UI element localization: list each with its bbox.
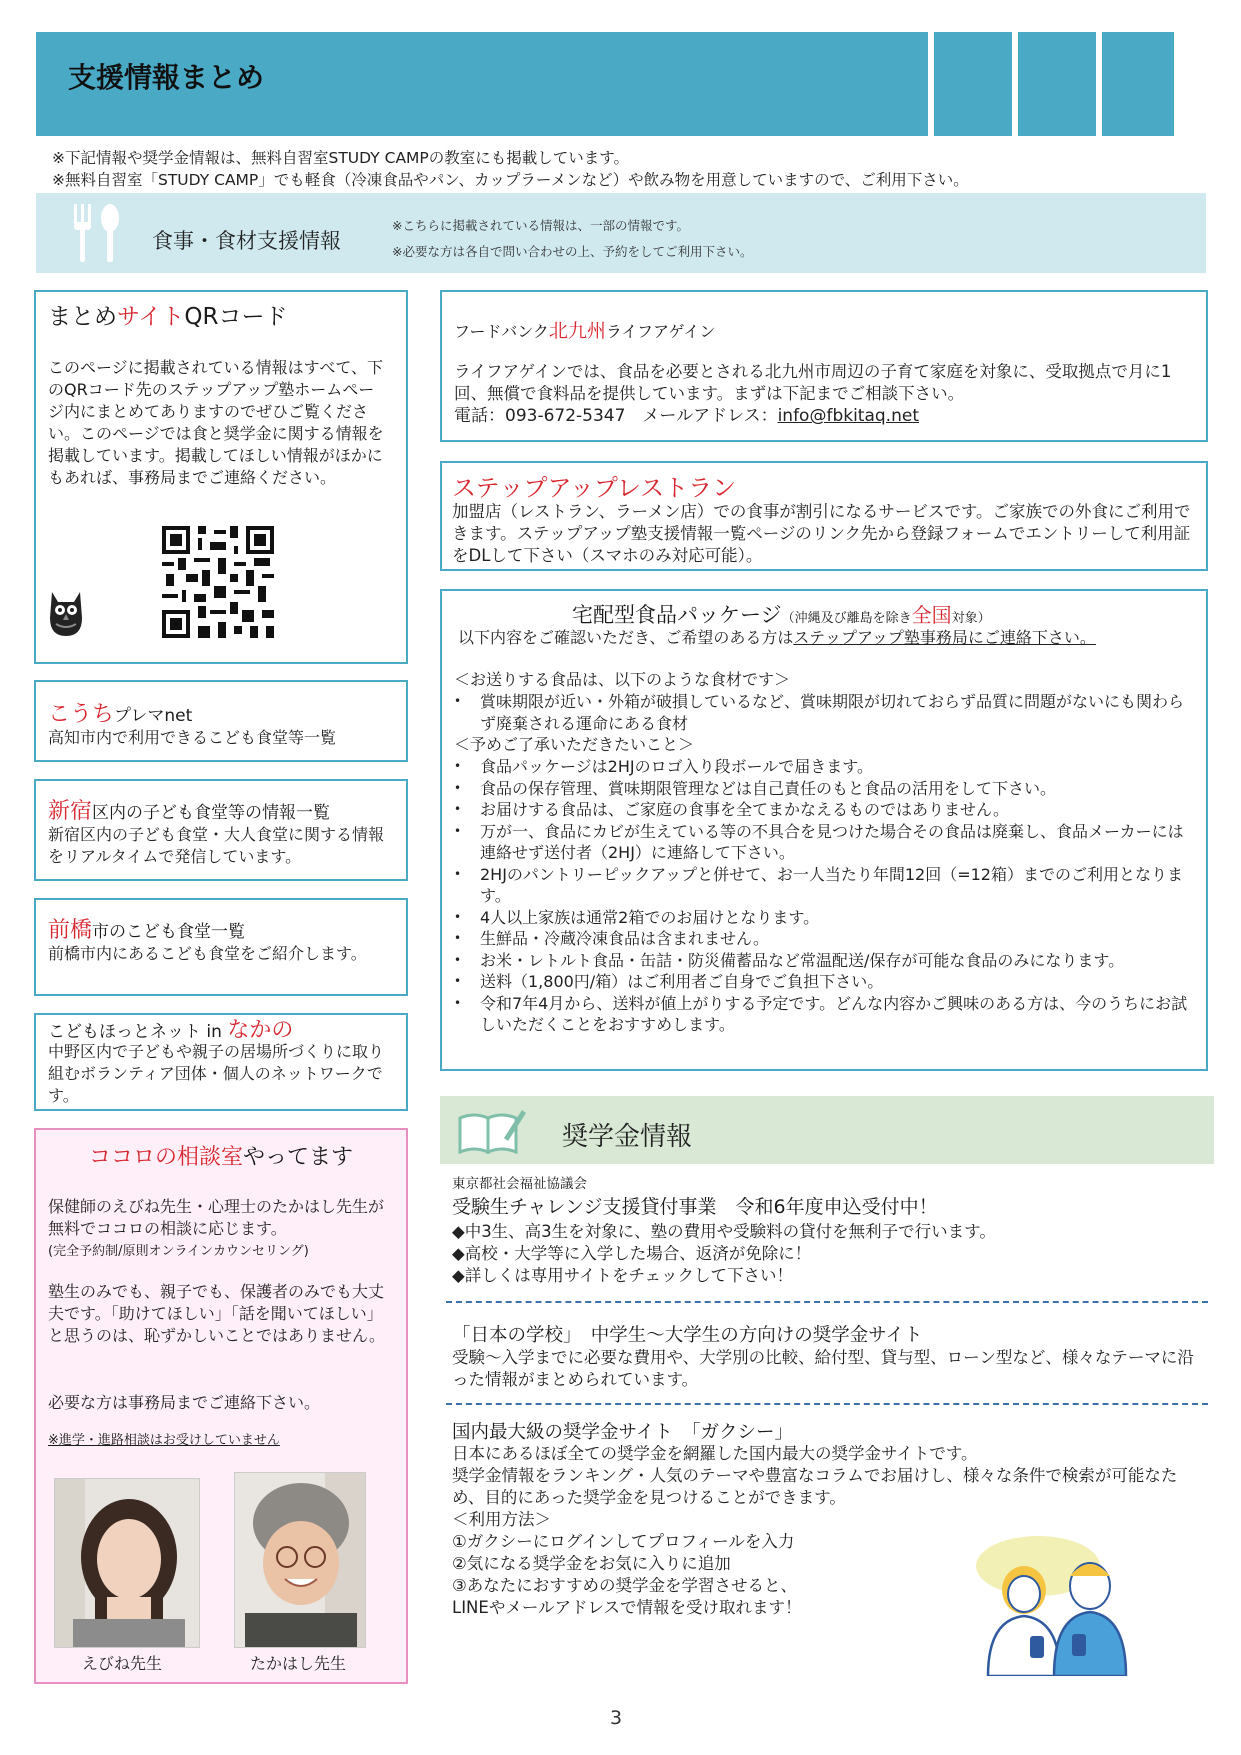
package-scope-highlight: 全国 [911,603,952,627]
foodbank-title-part: フードバンク [454,322,549,341]
teacher-takahashi-name: たかはし先生 [250,1654,347,1673]
qr-title-part: まとめ [48,304,117,330]
maebashi-title-highlight: 前橋 [48,918,93,943]
list-item: • お届けする食品は、ご家庭の食事を全てまかなえるものではありません。 [452,799,1192,821]
header-deco-block [1102,32,1174,136]
open-book-pen-icon [454,1104,528,1158]
scholarship3-howto-heading: ＜利用方法＞ [452,1510,551,1529]
scholarship-point: ◆中3生、高3生を対象に、塾の費用や受験料の貸付を無利子で行います。 [452,1222,996,1241]
scholarship1-title: 受験生チャレンジ支援貸付事業 令和6年度申込受付中！ [452,1196,938,1218]
nakano-description: 中野区内で子どもや親子の居場所づくりに取り組むボランティア団体・個人のネットワークです。 [48,1042,385,1105]
maebashi-title [48,913,245,944]
shinjuku-title [48,794,330,825]
list-item: • 賞味期限が近い・外箱が破損しているなど、賞味期限が切れておらず品質に問題がないにも関わらず廃棄される運命にある食材 [452,691,1192,734]
shinjuku-description: 新宿区内の子ども食堂・大人食堂に関する情報をリアルタイムで発信しています。 [48,825,385,866]
list-item: • 送料（1,800円/箱）はご利用者ご自身でご負担下さい。 [452,971,1192,993]
qr-code-image[interactable] [162,526,274,638]
usage-step: LINEやメールアドレスで情報を受け取れます！ [452,1598,802,1617]
scholarship-banner [440,1096,1214,1164]
note-line: ※無料自習室「STUDY CAMP」でも軽食（冷凍食品やパン、カップラーメンなど）や飲み物を用意していますので、ご利用下さい。 [52,171,969,189]
counseling-disclaimer: ※進学・進路相談はお受けしていません [48,1433,280,1448]
package-intro-part: 以下内容をご確認いただき、ご希望のある方は [458,628,794,647]
section-divider [446,1403,1208,1405]
page-number: 3 [610,1707,623,1729]
counseling-intro: 保健師のえびね先生・心理士のたかはし先生が無料でココロの相談に応じます。 [48,1197,385,1238]
list-item: • お米・レトルト食品・缶詰・防災備蓄品など常温配送/保存が可能な食品のみになります。 [452,950,1192,972]
list-item: • 万が一、食品にカビが生えている等の不具合を見つけた場合その食品は廃棄し、食品メーカーには連絡せず送付者（2HJ）に連絡して下さい。 [452,821,1192,864]
nakano-title [48,1013,293,1044]
qr-box-title [48,298,287,331]
package-scope-part: 対象） [951,611,991,626]
stepup-restaurant-description: 加盟店（レストラン、ラーメン店）での食事が割引になるサービスです。ご家族での外食にご利用できます。ステップアップ塾支援情報一覧ページのリンク先から登録フォームでエントリーして利用証をDLして下さい（スマホのみ対応可能）。 [452,502,1191,565]
scholarship1-org: 東京都社会福祉協議会 [452,1176,587,1192]
teacher-ebine-name: えびね先生 [82,1654,163,1673]
maebashi-title-part: 市のこども食堂一覧 [92,922,246,942]
list-item: • 2HJのパントリーピックアップと併せて、お一人当たり年間12回（=12箱）までのご利用となります。 [452,864,1192,907]
foodbank-title [454,316,715,343]
package-conditions-list [452,756,1192,1036]
teacher-takahashi-photo [234,1472,366,1648]
usage-step: ③あなたにおすすめの奨学金を学習させると、 [452,1576,797,1595]
foodbank-phone: 電話：093-672-5347 メールアドレス： [454,406,778,426]
delivery-package-title: 宅配型食品パッケージ [572,603,782,627]
foodbank-description: ライフアゲインでは、食品を必要とされる北九州市周辺の子育て家庭を対象に、受取拠点で月に1回、無償で食料品を提供しています。まずは下記までご相談下さい。 [454,362,1172,403]
maebashi-description: 前橋市内にあるこども食堂をご紹介します。 [48,944,367,963]
package-section-heading: ＜予めご了承いただきたいこと＞ [454,735,695,754]
foodbank-title-part: ライフアゲイン [605,322,716,341]
scholarship3-description: 日本にあるほぼ全ての奨学金を網羅した国内最大の奨学金サイトです。 [452,1444,978,1463]
students-with-phones-illustration [974,1536,1130,1676]
counseling-body: 塾生のみでも、親子でも、保護者のみでも大丈夫です。「助けてほしい」「話を聞いてほしい」と思うのは、恥ずかしいことではありません。 [48,1282,385,1345]
scholarship-title: 奨学金情報 [562,1122,693,1152]
counseling-note: (完全予約制/原則オンラインカウンセリング) [48,1244,309,1259]
banner-note: ※必要な方は各自で問い合わせの上、予約をしてご利用下さい。 [392,244,753,259]
owl-icon [38,584,94,640]
foodbank-email-link[interactable]: info@fbkitaq.net [777,406,919,426]
foodbank-title-highlight: 北九州 [548,320,606,342]
teacher-ebine-photo [54,1478,200,1648]
scholarship3-title: 国内最大級の奨学金サイト 「ガクシー」 [452,1422,793,1443]
list-item: • 生鮮品・冷蔵冷凍食品は含まれません。 [452,928,1192,950]
section-divider [446,1301,1208,1303]
list-item: • 4人以上家族は通常2箱でのお届けとなります。 [452,907,1192,929]
scholarship3-steps [452,1531,892,1619]
scholarship2-title: 「日本の学校」 中学生～大学生の方向けの奨学金サイト [452,1325,923,1346]
list-item: • 令和7年4月から、送料が値上がりする予定です。どんな内容かご興味のある方は、今のうちにお試しいただくことをおすすめします。 [452,993,1192,1036]
counseling-title-highlight: ココロの相談室 [88,1145,243,1170]
list-item: • 食品パッケージは2HJのロゴ入り段ボールで届きます。 [452,756,1192,778]
fork-spoon-icon [70,202,126,264]
header-deco-block [1018,32,1096,136]
usage-step: ①ガクシーにログインしてプロフィールを入力 [452,1532,795,1551]
qr-title-part: QRコード [184,304,288,330]
nakano-title-highlight: なかの [227,1018,294,1043]
counseling-contact: 必要な方は事務局までご連絡下さい。 [48,1393,321,1412]
shinjuku-title-part: 区内の子ども食堂等の情報一覧 [92,803,331,823]
foodbank-contact [454,405,919,427]
package-intro-contact: ステップアップ塾事務局にご連絡下さい。 [793,628,1096,647]
package-section-heading: ＜お送りする食品は、以下のような食材です＞ [454,670,791,689]
kochi-title-part: プレマnet [114,706,193,726]
list-item: • 食品の保存管理、賞味期限管理などは自己責任のもと食品の活用をして下さい。 [452,778,1192,800]
stepup-restaurant-title: ステップアップレストラン [452,474,737,502]
scholarship1-points [452,1221,1192,1287]
counseling-title [34,1140,408,1171]
food-support-title: 食事・食材支援情報 [152,229,341,253]
package-scope-part: （沖縄及び離島を除き [781,611,912,626]
banner-note: ※こちらに掲載されている情報は、一部の情報です。 [392,218,689,233]
kochi-description: 高知市内で利用できるこども食堂等一覧 [48,728,337,747]
scholarship-point: ◆高校・大学等に入学した場合、返済が免除に！ [452,1244,812,1263]
kochi-title-highlight: こうち [48,702,115,727]
nakano-title-part: こどもほっとネット in [48,1022,228,1042]
counseling-title-part: やってます [243,1145,354,1170]
qr-box-description: このページに掲載されている情報はすべて、下のQRコード先のステップアップ塾ホームページ内にまとめてありますのでぜひご覧ください。このページでは食と奨学金に関する情報を掲載しています。掲載してほしい情報がほかにもあれば、事務局までご連絡ください。 [48,358,384,487]
page-title: 支援情報まとめ [68,61,265,94]
header-deco-block [934,32,1012,136]
kochi-title [48,697,192,728]
delivery-package-intro [458,627,1096,649]
scholarship2-description: 受験～入学までに必要な費用や、大学別の比較、給付型、貸与型、ローン型など、様々なテーマに沿った情報がまとめられています。 [452,1348,1194,1389]
qr-title-highlight: サイト [117,304,185,330]
note-line: ※下記情報や奨学金情報は、無料自習室STUDY CAMPの教室にも掲載しています。 [52,149,630,167]
shinjuku-title-highlight: 新宿 [48,799,93,824]
delivery-package-title-row [572,599,991,629]
package-foods-list [452,691,1192,734]
scholarship3-details: 奨学金情報をランキング・人気のテーマや豊富なコラムでお届けし、様々な条件で検索が可能なため、目的にあった奨学金を見つけることができます。 [452,1466,1178,1507]
usage-step: ②気になる奨学金をお気に入りに追加 [452,1554,731,1573]
scholarship-point: ◆詳しくは専用サイトをチェックして下さい！ [452,1266,794,1285]
